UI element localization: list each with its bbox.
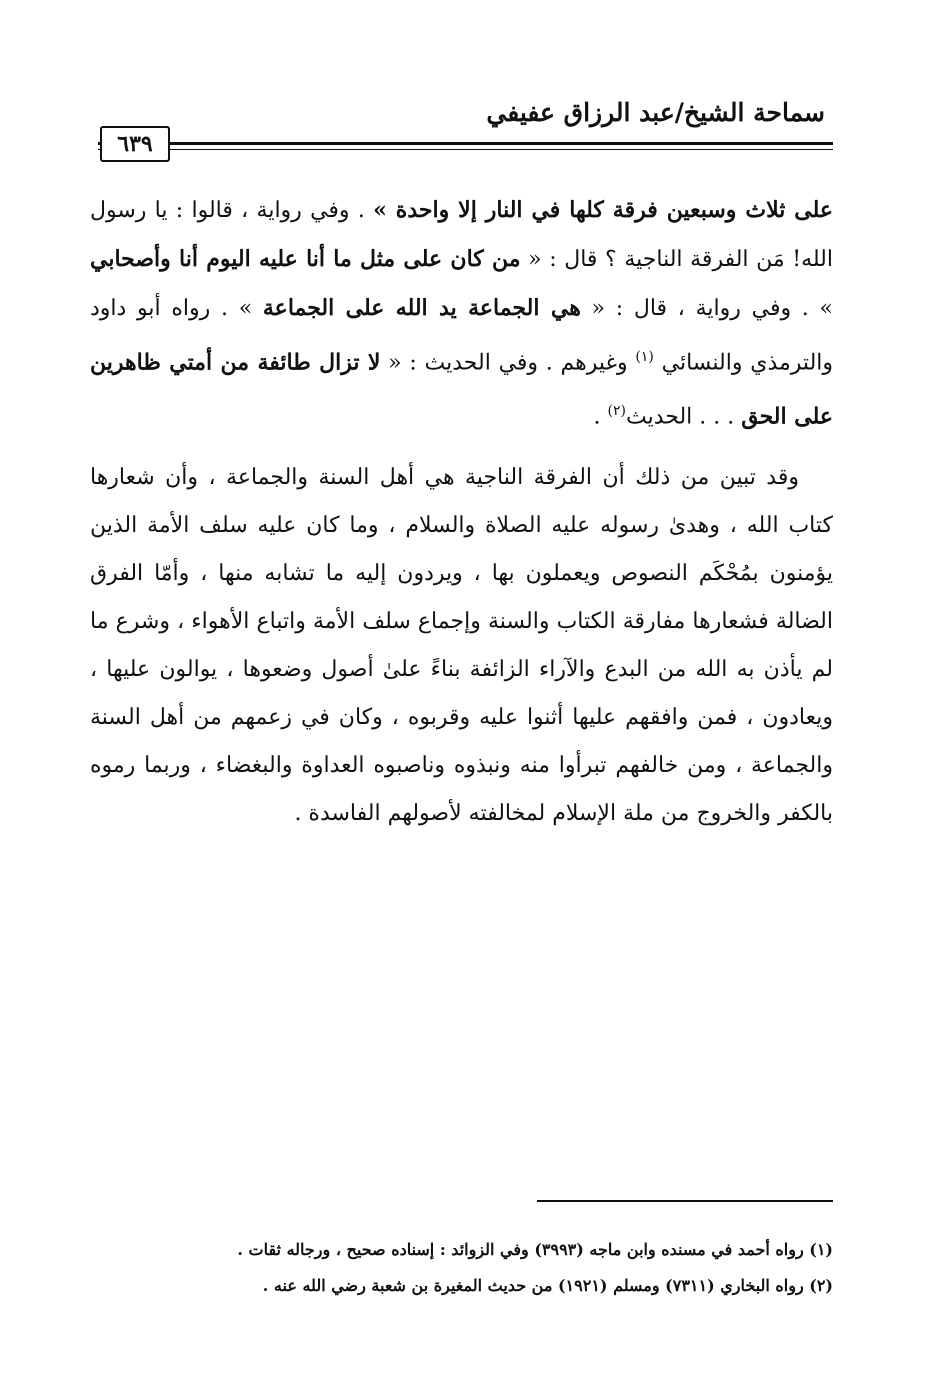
page-number: ٦٣٩ (100, 126, 170, 162)
paragraph-hadith (90, 186, 833, 442)
footnote-separator (537, 1200, 833, 1202)
text-run: . . . الحديث (625, 404, 742, 430)
footnotes (100, 1232, 833, 1304)
text-run: . (593, 404, 608, 430)
text-run: » . رواه أبو داود والترمذي والنسائي (90, 296, 834, 376)
main-text (90, 186, 833, 838)
header-rule-thin (98, 149, 833, 150)
paragraph-conclusion: وقد تبين من ذلك أن الفرقة الناجية هي أهل السنة والجماعة ، وأن شعارها كتاب الله ، وهدىٰ رسوله عليه الصلاة والسلام ، وما كان عليه سلف الأمة الذين يؤمنون بمُحْكَم النصوص ويعملون بها ، ويردون إليه ما تشابه منها ، وأمّا الفرق الضالة فشعارها مفارقة الكتاب والسنة وإجماع سلف الأمة واتباع الأهواء ، وشرع ما لم يأذن به الله من البدع والآراء الزائفة بناءً علىٰ أصول وضعوها ، يوالون عليها ، ويعادون ، فمن وافقهم عليها أثنوا عليه وقربوه ، وكان في زعمهم من أهل السنة والجماعة ، ومن خالفهم تبرأوا منه ونبذوه وناصبوه العداوة والبغضاء ، وربما رموه بالكفر والخروج من ملة الإسلام لمخالفته لأصولهم الفاسدة . (90, 464, 833, 826)
text-run: . وفي رواية ، قالوا : يا رسول الله! مَن الفرقة الناجية ؟ قال : « (90, 198, 833, 272)
header-rule (98, 142, 833, 145)
hadith-quote-2: من كان على مثل ما أنا عليه اليوم أنا وأصحابي (90, 246, 521, 272)
hadith-quote-3: هي الجماعة يد الله على الجماعة (262, 295, 581, 321)
footnote-ref-2: (٢) (607, 403, 626, 420)
footnote-ref-1: (١) (635, 349, 654, 365)
hadith-quote-4: لا تزال طائفة من أمتي ظاهرين على الحق (90, 349, 833, 430)
text-run: » . وفي رواية ، قال : « (580, 296, 833, 321)
footnote-1: (١) رواه أحمد في مسنده وابن ماجه (٣٩٩٣) وفي الزوائد : إسناده صحيح ، ورجاله ثقات . (237, 1240, 833, 1259)
hadith-quote-1: على ثلاث وسبعين فرقة كلها في النار إلا واحدة » (373, 197, 834, 223)
footnote-2: (٢) رواه البخاري (٧٣١١) ومسلم (١٩٢١) من حديث المغيرة بن شعبة رضي الله عنه . (262, 1276, 833, 1295)
running-title: سماحة الشيخ/عبد الرزاق عفيفي (486, 98, 825, 127)
text-run: وغيرهم . وفي الحديث : « (380, 350, 636, 376)
